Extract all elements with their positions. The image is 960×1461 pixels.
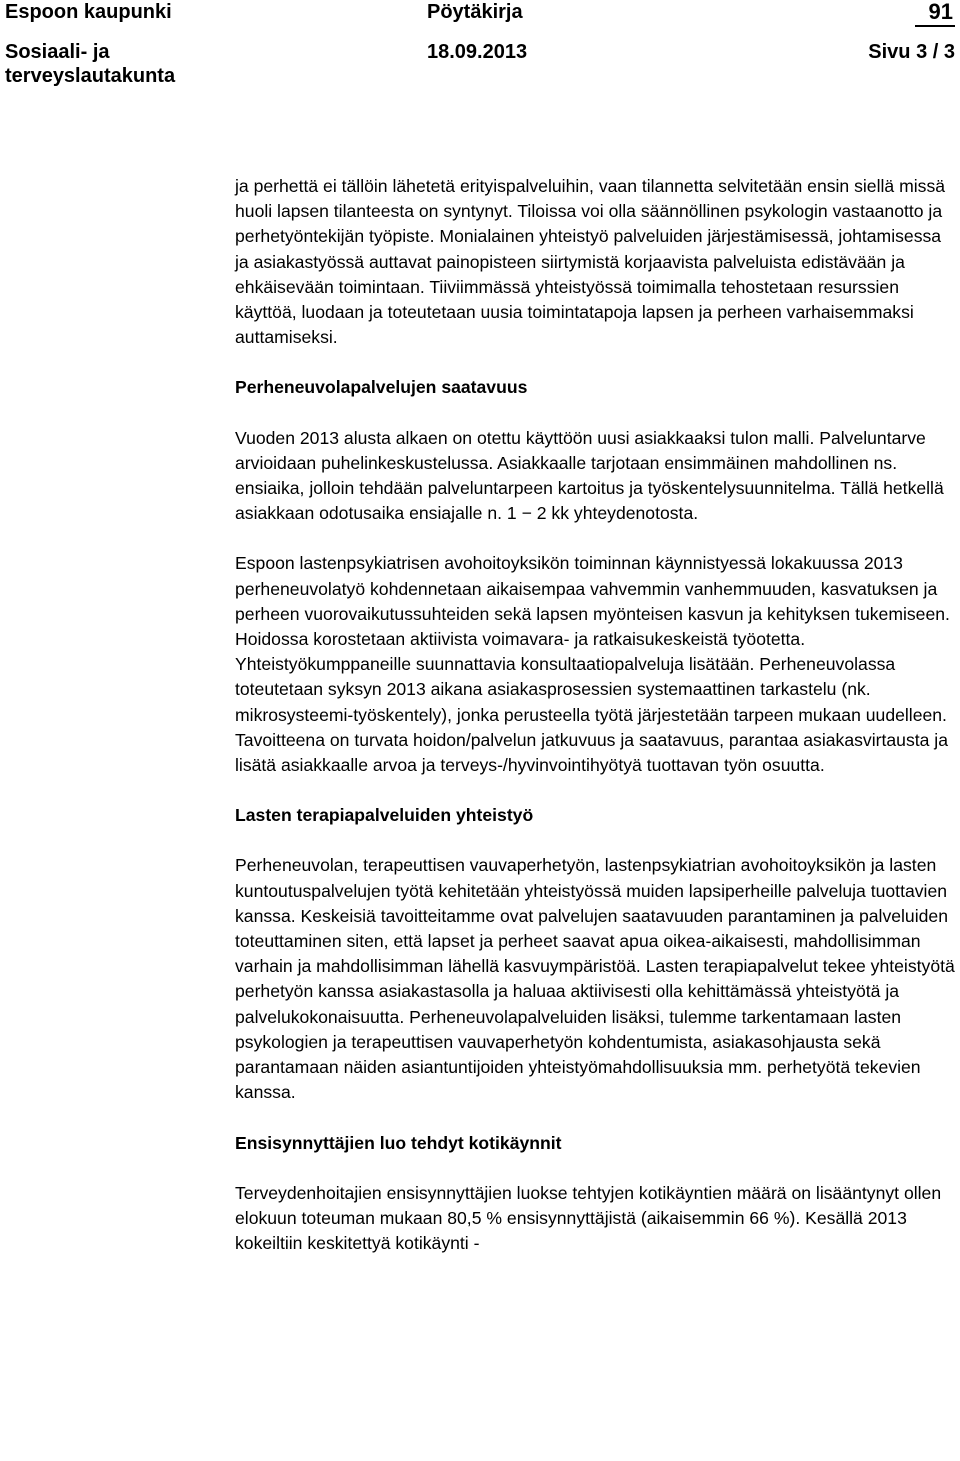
document-type: Pöytäkirja: [427, 1, 523, 23]
section-heading: Ensisynnyttäjien luo tehdyt kotikäynnit: [235, 1132, 562, 1153]
unit-name: Sosiaali- ja terveyslautakunta: [5, 41, 176, 87]
paragraph: ja perhettä ei tällöin lähetetä erityispalveluihin, vaan tilannetta selvitetään ensin siellä missä huoli lapsen tilanteesta on syntynyt. Tiloissa voi olla säännöllinen psykologin vastaanotto ja perhetyöntekijän työpiste. Monialainen yhteistyö palveluiden järjestämisessä, johtamisessa ja asiakastyössä auttavat painopisteen siirtymistä korjaavista palveluista edistävään ja ehkäisevään toimintaan. Tiiviimmässä yhteistyössä toimimalla tehostetaan resurssien käyttöä, luodaan ja toteutetaan uusia toimintatapoja lapsen ja perheen varhaisemmaksi auttamiseksi.: [235, 176, 946, 348]
document-header: [0, 0, 960, 87]
document-date: 18.09.2013: [427, 41, 528, 63]
paragraph: Perheneuvolan, terapeuttisen vauvaperhetyön, lastenpsykiatrian avohoitoyksikön ja lasten kuntoutuspalvelujen työtä kehitetään yhteistyössä muiden lapsiperheille palveluja tuottavien kanssa. Keskeisiä tavoitteitamme ovat palvelujen saatavuuden parantaminen ja palveluiden toteuttaminen siten, että lapset ja perheet saavat apua oikea-aikaisesti, mahdollisimman varhain ja mahdollisimman lähellä kasvuympäristöä. Lasten terapiapalvelut tekee yhteistyötä perhetyön kanssa asiakastasolla ja haluaa aktiivisesti olla kehittämässä yhteistyötä ja palvelukokonaisuutta. Perheneuvolapalveluiden lisäksi, tulemme tarkentamaan lasten psykologien ja terapeuttisen vauvaperhetyön kohdentumista, asiakasohjausta sekä parantamaan näiden asiantuntijoiden yhteistyömahdollisuuksia mm. perhetyötä tekevien kanssa.: [235, 855, 955, 1103]
organization-name: Espoon kaupunki: [5, 1, 172, 23]
document-body: [235, 174, 957, 1256]
paragraph: Terveydenhoitajien ensisynnyttäjien luokse tehtyjen kotikäyntien määrä on lisääntynyt ollen elokuun toteuman mukaan 80,5 % ensisynnyttäjistä (aikaisemmin 66 %). Kesällä 2013 kokeiltiin keskitettyä kotikäynti -: [235, 1182, 942, 1254]
paragraph: Vuoden 2013 alusta alkaen on otettu käyttöön uusi asiakkaaksi tulon malli. Palveluntarve arvioidaan puhelinkeskustelussa. Asiakkaalle tarjotaan ensimmäinen mahdollinen ns. ensiaika, jolloin tehdään palveluntarpeen kartoitus ja työskentelysuunnitelma. Tällä hetkellä asiakkaan odotusaika ensiajalle n. 1 − 2 kk yhteydenotosta.: [235, 427, 944, 524]
paragraph: Espoon lastenpsykiatrisen avohoitoyksikön toiminnan käynnistyessä lokakuussa 2013 perheneuvolatyö kohdennetaan aikaisempaa vahvemmin vanhemmuuden, kasvatuksen ja perheen vuorovaikutussuhteiden sekä lapsen myönteisen kasvun ja kehityksen tukemiseen. Hoidossa korostetaan aktiivista voimavara- ja ratkaisukeskeistä työotetta. Yhteistyökumppaneille suunnattavia konsultaatiopalveluja lisätään. Perheneuvolassa toteutetaan syksyn 2013 aikana asiakasprosessien systemaattinen tarkastelu (nk. mikrosysteemi-työskentely), jonka perusteella työtä järjestetään tarpeen mukaan uudelleen. Tavoitteena on turvata hoidon/palvelun jatkuvuus ja saatavuus, parantaa asiakasvirtausta ja lisätä asiakkaalle arvoa ja terveys-/hyvinvointihyötyä tuottavan työn osuutta.: [235, 553, 950, 776]
page-number: Sivu 3 / 3: [868, 41, 955, 63]
section-heading: Perheneuvolapalvelujen saatavuus: [235, 377, 528, 398]
section-heading: Lasten terapiapalveluiden yhteistyö: [235, 805, 534, 826]
document-number: 91: [915, 0, 955, 27]
